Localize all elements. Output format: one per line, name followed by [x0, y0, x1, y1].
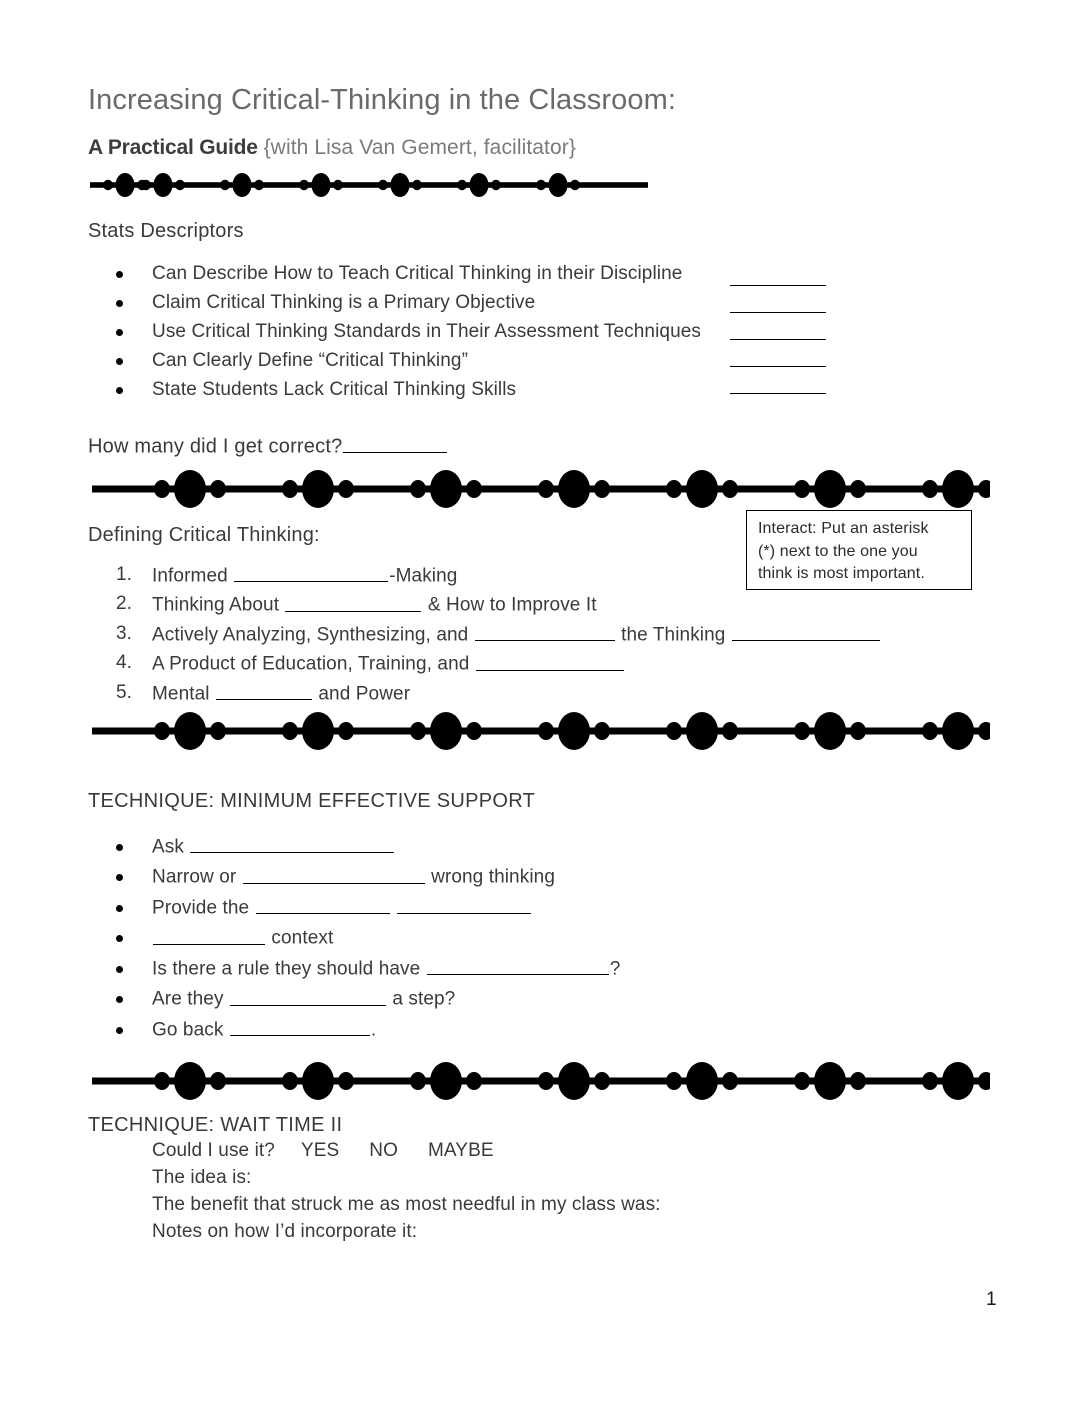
- fill-in-blank[interactable]: [427, 957, 609, 975]
- fill-in-blank[interactable]: [397, 896, 531, 914]
- stats-answer-blank[interactable]: [730, 339, 826, 340]
- decorative-divider-large: [92, 710, 990, 754]
- bullet-icon: [116, 966, 123, 973]
- stats-descriptor-list: [152, 263, 701, 401]
- technique-wait-list: [152, 1140, 661, 1243]
- list-item: [116, 681, 881, 705]
- list-item-suffix: .: [370, 1019, 377, 1041]
- fill-in-blank[interactable]: [230, 1018, 370, 1036]
- list-item-label: Can Clearly Define “Critical Thinking”: [152, 350, 469, 371]
- stats-answer-blank[interactable]: [730, 393, 826, 394]
- technique-mes-list: [152, 835, 620, 1041]
- list-item: [152, 896, 620, 919]
- list-item-label: Are they: [152, 988, 229, 1010]
- bullet-icon: [116, 996, 123, 1003]
- technique-mes-heading: TECHNIQUE: MINIMUM EFFECTIVE SUPPORT: [88, 790, 536, 812]
- fill-in-blank[interactable]: [230, 987, 386, 1005]
- wait-notes-line: Notes on how I’d incorporate it:: [152, 1221, 418, 1242]
- technique-wait-heading: TECHNIQUE: WAIT TIME II: [88, 1114, 343, 1136]
- list-item-label: Use Critical Thinking Standards in Their Assessment Techniques: [152, 321, 702, 342]
- list-item: [116, 622, 881, 646]
- list-item-number: 5.: [116, 681, 133, 703]
- bullet-icon: [116, 1027, 123, 1034]
- bullet-icon: [116, 358, 123, 365]
- fill-in-blank[interactable]: [243, 865, 425, 883]
- interact-callout: [746, 510, 972, 590]
- list-item-label: Narrow or: [152, 866, 242, 888]
- decorative-divider-small: [90, 170, 648, 200]
- subtitle-strong: A Practical Guide: [88, 136, 258, 159]
- score-prompt-row: [88, 434, 448, 458]
- fill-in-blank[interactable]: [475, 623, 615, 641]
- list-item-suffix: ?: [609, 958, 621, 980]
- list-item-number: 3.: [116, 622, 133, 644]
- list-item: [152, 926, 620, 949]
- option-yes[interactable]: YES: [300, 1140, 340, 1161]
- list-item-label: Informed: [152, 565, 234, 587]
- list-item-label: Thinking About: [152, 594, 285, 616]
- list-item: [116, 593, 881, 616]
- list-item-number: 1.: [116, 564, 133, 585]
- fill-in-blank[interactable]: [153, 926, 265, 944]
- stats-answer-blank[interactable]: [730, 366, 826, 367]
- bullet-icon: [116, 874, 123, 881]
- list-item: [152, 1018, 620, 1041]
- list-item: [152, 379, 701, 401]
- list-item-label: Actively Analyzing, Synthesizing, and: [152, 624, 474, 646]
- list-item-label: Mental: [152, 683, 216, 705]
- callout-line: (*) next to the one you: [758, 542, 918, 560]
- decorative-divider-large: [92, 1060, 990, 1104]
- list-item-suffix: and Power: [313, 683, 411, 705]
- list-item-suffix: -Making: [389, 565, 458, 587]
- subtitle: [88, 137, 576, 158]
- wait-idea-line: The idea is:: [152, 1167, 252, 1188]
- list-item: [152, 957, 620, 980]
- list-item: [152, 987, 620, 1010]
- list-item-label: A Product of Education, Training, and: [152, 653, 475, 675]
- list-item-label: State Students Lack Critical Thinking Skills: [152, 379, 517, 400]
- wait-benefit-line: The benefit that struck me as most needful in my class was:: [152, 1194, 661, 1215]
- fill-in-blank[interactable]: [234, 564, 388, 582]
- option-maybe[interactable]: MAYBE: [428, 1140, 494, 1161]
- list-item-number: 2.: [116, 593, 133, 615]
- list-item-number: 4.: [116, 652, 133, 674]
- list-item-label: Go back: [152, 1019, 229, 1041]
- list-item: [152, 865, 620, 888]
- fill-in-blank[interactable]: [732, 623, 880, 641]
- stats-answer-blank[interactable]: [730, 285, 826, 286]
- stats-answer-blank[interactable]: [730, 312, 826, 313]
- bullet-icon: [116, 300, 123, 307]
- fill-in-blank[interactable]: [285, 593, 421, 611]
- fill-in-blank[interactable]: [216, 682, 312, 700]
- list-item-label: Claim Critical Thinking is a Primary Objective: [152, 292, 536, 313]
- bullet-icon: [116, 271, 123, 278]
- list-item: [152, 292, 701, 314]
- list-item-suffix: the Thinking: [615, 624, 731, 646]
- callout-line: think is most important.: [758, 565, 925, 583]
- subtitle-facilitator: {with Lisa Van Gemert, facilitator}: [263, 136, 576, 159]
- page-number: 1: [986, 1289, 997, 1310]
- stats-heading: Stats Descriptors: [88, 220, 244, 242]
- fill-in-blank[interactable]: [476, 652, 624, 670]
- list-item-suffix: & How to Improve It: [422, 594, 597, 616]
- wait-use-prompt-label: Could I use it?: [152, 1140, 275, 1161]
- list-item-label: Ask: [152, 836, 190, 858]
- list-item-label: Can Describe How to Teach Critical Thinking in their Discipline: [152, 263, 683, 284]
- score-answer-blank[interactable]: [343, 434, 447, 453]
- list-item-label: Provide the: [152, 897, 255, 919]
- bullet-icon: [116, 329, 123, 336]
- list-item: [152, 350, 701, 372]
- callout-line: Interact: Put an asterisk: [758, 520, 929, 537]
- list-item: [152, 835, 620, 858]
- list-item-suffix: context: [266, 927, 334, 949]
- fill-in-blank[interactable]: [190, 835, 394, 853]
- list-item: [152, 321, 701, 343]
- wait-use-prompt-row: [152, 1140, 661, 1162]
- fill-in-blank[interactable]: [256, 896, 390, 914]
- page-title: Increasing Critical-Thinking in the Classroom:: [88, 84, 677, 116]
- bullet-icon: [116, 844, 123, 851]
- option-no[interactable]: NO: [369, 1140, 398, 1161]
- list-item-label: Is there a rule they should have: [152, 958, 426, 980]
- list-item-suffix: [391, 897, 396, 918]
- defining-heading: Defining Critical Thinking:: [88, 524, 320, 546]
- bullet-icon: [116, 905, 123, 912]
- list-item: [116, 652, 881, 675]
- list-item-suffix: wrong thinking: [425, 866, 555, 888]
- bullet-icon: [116, 387, 123, 394]
- list-item: [152, 263, 701, 285]
- score-prompt-label: How many did I get correct?: [88, 435, 343, 458]
- list-item-suffix: a step?: [386, 988, 456, 1010]
- decorative-divider-large: [92, 468, 990, 512]
- bullet-icon: [116, 935, 123, 942]
